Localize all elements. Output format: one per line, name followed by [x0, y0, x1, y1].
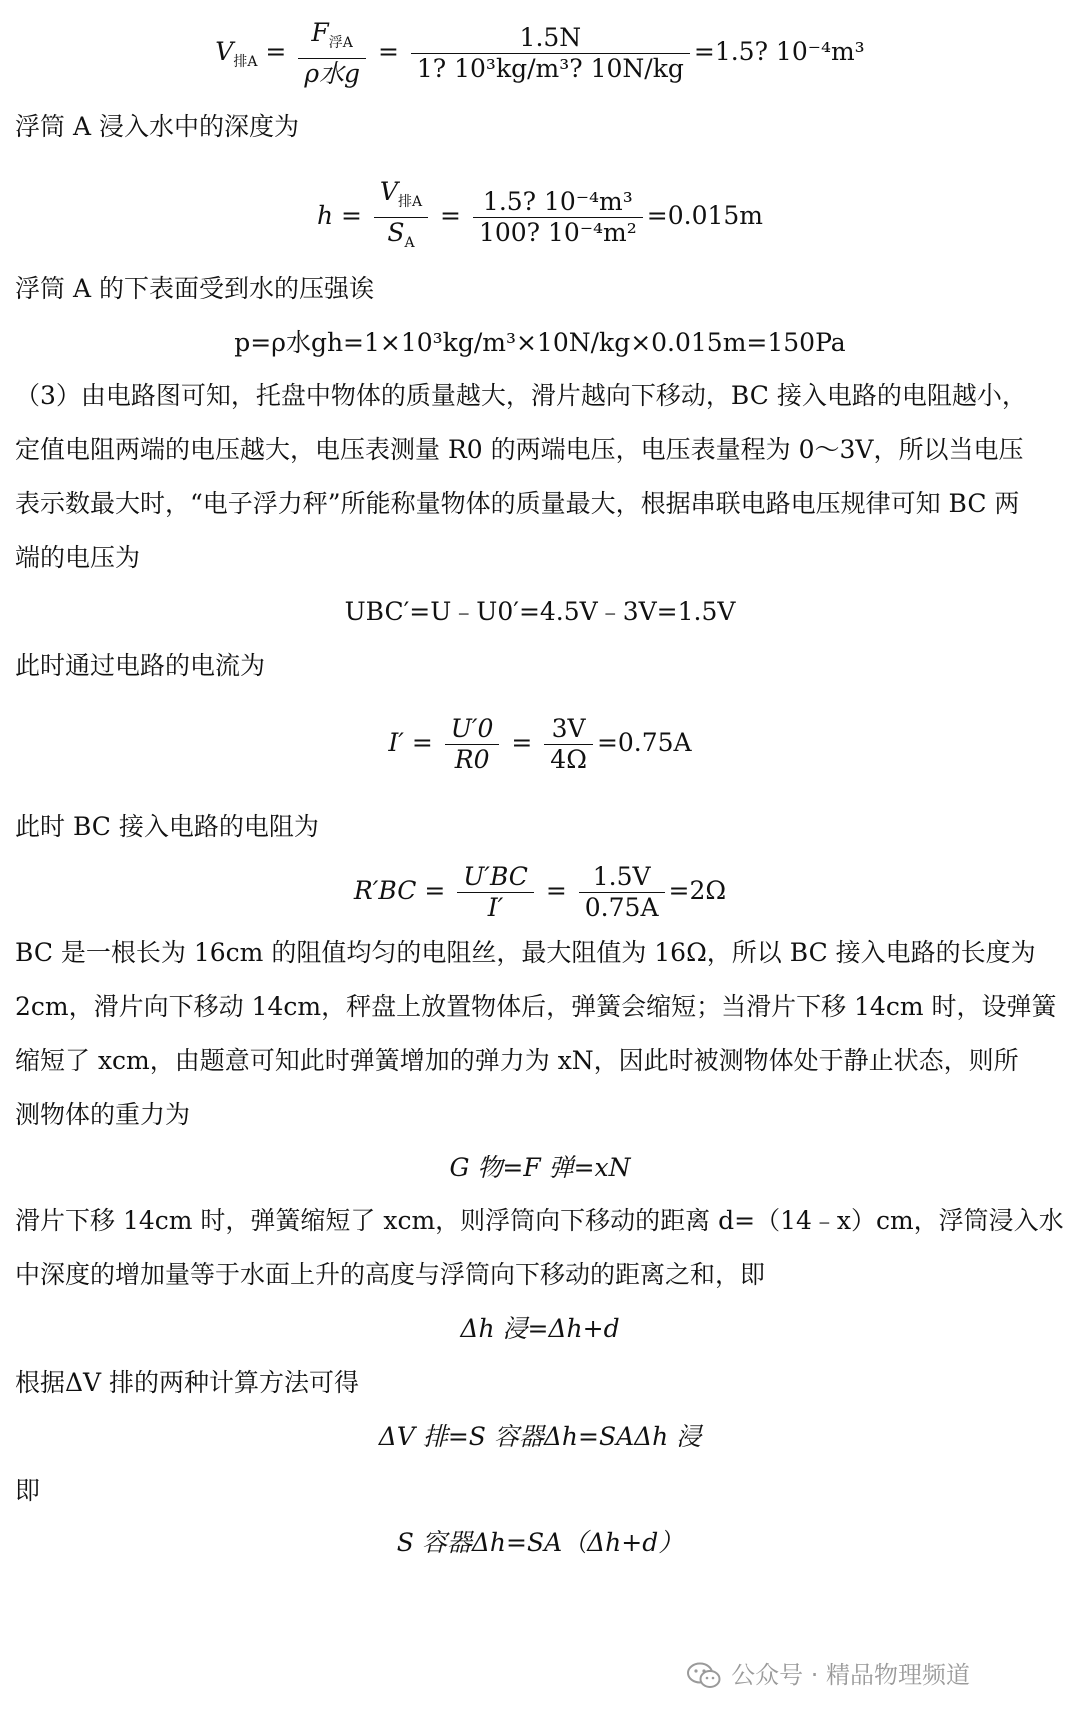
text-resistance-intro: 此时 BC 接入电路的电阻为: [15, 812, 319, 841]
formula-v-displaced: $V_{排A}$ = $\frac{F_{浮A}}{\text{ρ水g}}$ = $\frac{1.5N}{\text{1? 10³kg/m³? 10N/kg}}$ =1.5? 10⁻⁴m³: [215, 18, 865, 88]
wechat-icon: [687, 1662, 721, 1690]
text-volume-intro: 根据ΔV 排的两种计算方法可得: [15, 1368, 360, 1397]
paragraph-3-line-3: 表示数最大时，“电子浮力秤”所能称量物体的质量最大，根据串联电路电压规律可知 BC 两: [15, 489, 1020, 518]
text-namely: 即: [15, 1476, 41, 1505]
formula-pressure: p=ρ水gh=1×10³kg/m³×10N/kg×0.015m=150Pa: [234, 328, 846, 357]
text-current-intro: 此时通过电路的电流为: [15, 651, 266, 680]
text-depth-intro: 浮筒 A 浸入水中的深度为: [15, 112, 299, 141]
paragraph-3-line-4: 端的电压为: [15, 543, 141, 572]
formula-gravity: G 物=F 弹=xN: [449, 1153, 631, 1182]
paragraph-8-line-1: 滑片下移 14cm 时，弹簧缩短了 xcm，则浮筒向下移动的距离 d=（14﹣x）cm，浮筒浸入水: [15, 1206, 1064, 1235]
text-pressure-intro: 浮筒 A 的下表面受到水的压强诶: [15, 274, 374, 303]
paragraph-3-line-1: （3）由电路图可知，托盘中物体的质量越大，滑片越向下移动，BC 接入电路的电阻越小，: [15, 381, 1027, 410]
formula-volume: ΔV 排=S 容器Δh=SAΔh 浸: [378, 1422, 702, 1451]
paragraph-7-line-1: BC 是一根长为 16cm 的阻值均匀的电阻丝，最大阻值为 16Ω，所以 BC 接入电路的长度为: [15, 938, 1036, 967]
formula-depth: h = $\frac{V_{排A}}{S_A}$ = $\frac{\text{1.5? 10⁻⁴m³}}{\text{100? 10⁻⁴m²}}$ =0.015m: [316, 177, 764, 251]
watermark: [687, 1655, 970, 1690]
formula-depth-increase: Δh 浸=Δh+d: [460, 1314, 620, 1343]
formula-voltage-bc: UBC′=U﹣U0′=4.5V﹣3V=1.5V: [344, 597, 736, 626]
formula-current: I′ = $\frac{U'0}{R0}$ = $\frac{3V}{4\Omega}$ =0.75A: [388, 714, 692, 774]
watermark-text: 公众号 · 精品物理频道: [731, 1661, 970, 1689]
paragraph-7-line-3: 缩短了 xcm，由题意可知此时弹簧增加的弹力为 xN，因此时被测物体处于静止状态，则所: [15, 1046, 1019, 1075]
paragraph-3-line-2: 定值电阻两端的电压越大，电压表测量 R0 的两端电压，电压表量程为 0～3V，所以当电压: [15, 435, 1024, 464]
paragraph-8-line-2: 中深度的增加量等于水面上升的高度与浮筒向下移动的距离之和，即: [15, 1260, 766, 1289]
formula-resistance: R′BC = $\frac{U'BC}{I'}$ = $\frac{1.5V}{0.75A}$ =2Ω: [353, 862, 727, 922]
paragraph-7-line-4: 测物体的重力为: [15, 1100, 191, 1129]
formula-final: S 容器Δh=SA（Δh+d）: [396, 1528, 684, 1557]
paragraph-7-line-2: 2cm，滑片向下移动 14cm，秤盘上放置物体后，弹簧会缩短；当滑片下移 14cm 时，设弹簧: [15, 992, 1057, 1021]
